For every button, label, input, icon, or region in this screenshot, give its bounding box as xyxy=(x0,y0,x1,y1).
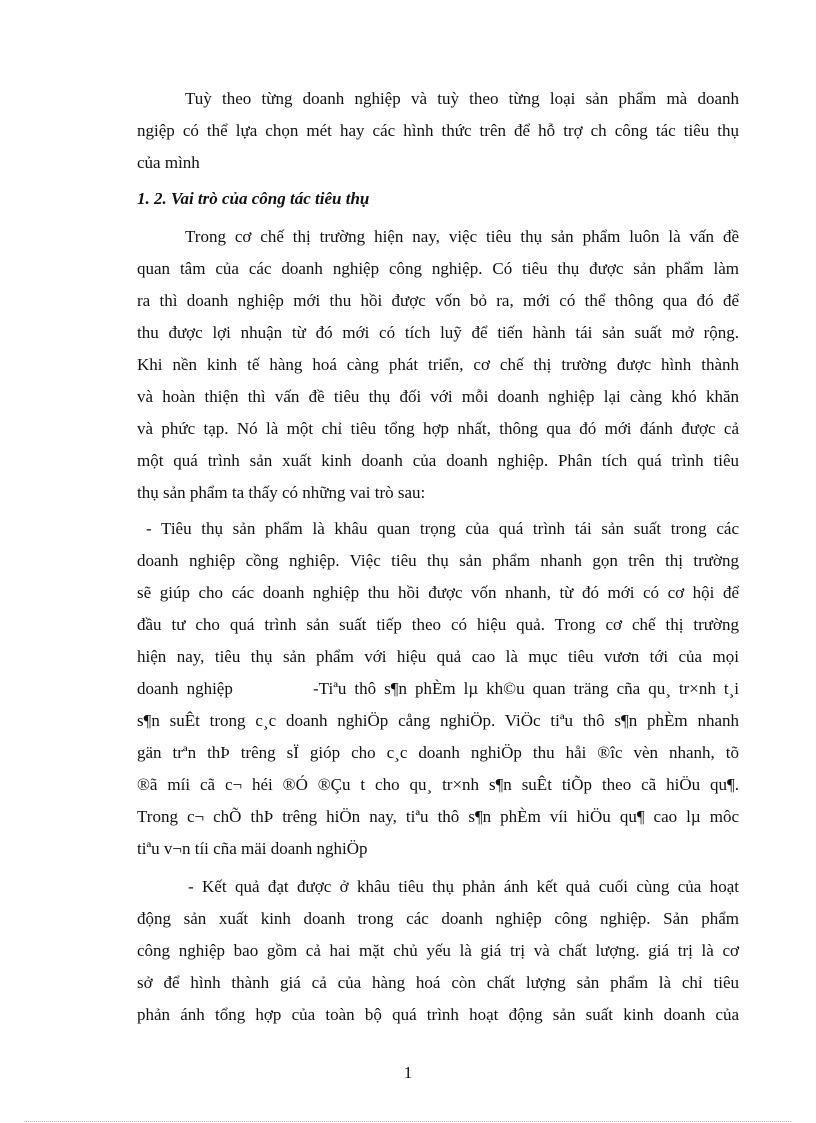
text-line: sở để hình thành giá cả của hàng hoá còn chất lượng sản phẩm là chỉ tiêu xyxy=(137,973,739,992)
text-line: hiện nay, tiêu thụ sản phẩm với hiệu quả cao là mục tiêu vươn tới của mọi xyxy=(137,647,739,666)
text-line: Tuỳ theo từng doanh nghiệp và tuỳ theo từng loại sản phẩm mà doanh xyxy=(185,89,739,108)
text-line: gän trªn thÞ trêng sÏ gióp cho c¸c doanh nghiÖp thu håi ®îc vèn nhanh, tõ xyxy=(137,743,739,762)
text-line: doanh nghiệp cồng nghiệp. Việc tiêu thụ sản phẩm nhanh gọn trên thị trường xyxy=(137,551,739,570)
text-line: ngiệp có thể lựa chọn mét hay các hình thức trên để hỗ trợ ch công tác tiêu thụ xyxy=(137,121,739,140)
text-line: s¶n suÊt trong c¸c doanh nghiÖp cång nghiÖp. ViÖc tiªu thô s¶n phÈm nhanh xyxy=(137,711,739,730)
text-line: quan tâm của các doanh nghiệp công nghiệp. Có tiêu thụ được sản phẩm làm xyxy=(137,259,739,278)
text-line: thụ sản phẩm ta thấy có những vai trò sau: xyxy=(137,483,426,502)
text-line: Trong c¬ chÕ thÞ trêng hiÖn nay, tiªu thô s¶n phÈm víi hiÖu qu¶ cao lµ môc xyxy=(137,807,739,826)
text-line: công nghiệp bao gồm cả hai mặt chủ yếu là giá trị và chất lượng. giá trị là cơ xyxy=(137,941,739,960)
text-line: sẽ giúp cho các doanh nghiệp thu hồi được vốn nhanh, từ đó mới có cơ hội để xyxy=(137,583,739,602)
text-line: Khi nền kinh tế hàng hoá càng phát triển, cơ chế thị trường được hình thành xyxy=(137,355,739,374)
text-line: tiªu v¬n tíi cña mäi doanh nghiÖp xyxy=(137,839,368,858)
text-line: và hoàn thiện thì vấn đề tiêu thụ đối với mỗi doanh nghiệp lại càng khó khăn xyxy=(137,387,739,406)
text-line: - Kết quả đạt được ở khâu tiêu thụ phản ánh kết quả cuối cùng của hoạt xyxy=(188,877,739,896)
page-number: 1 xyxy=(403,1063,413,1082)
text-line: thu được lợi nhuận từ đó mới có tích luỹ để tiến hành tái sản suất mở rộng. xyxy=(137,323,739,342)
section-heading: 1. 2. Vai trò của công tác tiêu thụ xyxy=(137,189,370,208)
text-line: - Tiêu thụ sản phẩm là khâu quan trọng của quá trình tái sản suất trong các xyxy=(146,519,739,538)
text-line: một quá trình sản xuất kinh doanh của doanh nghiệp. Phân tích quá trình tiêu xyxy=(137,451,739,470)
text-line: Trong cơ chế thị trường hiện nay, việc tiêu thụ sản phẩm luôn là vấn đề xyxy=(185,227,739,246)
footer-divider xyxy=(25,1121,791,1122)
text-line: phản ánh tổng hợp của toàn bộ quá trình hoạt động sản suất kinh doanh của xyxy=(137,1005,739,1024)
text-line: doanh nghiệp -Tiªu thô s¶n phÈm lµ kh©u quan träng cña qu¸ tr×nh t¸i xyxy=(137,679,739,698)
text-line: đầu tư cho quá trình sản suất tiếp theo có hiệu quả. Trong cơ chế thị trường xyxy=(137,615,739,634)
text-line: ra thì doanh nghiệp mới thu hồi được vốn bỏ ra, mới có thể thông qua đó để xyxy=(137,291,739,310)
text-line: ®ã míi cã c¬ héi ®Ó ®Çu t cho qu¸ tr×nh s¶n suÊt tiÕp theo cã hiÖu qu¶. xyxy=(137,775,739,794)
text-line: của mình xyxy=(137,153,200,172)
text-line: động sản xuất kinh doanh trong các doanh nghiệp công nghiệp. Sản phẩm xyxy=(137,909,739,928)
text-line: và phức tạp. Nó là một chỉ tiêu tổng hợp nhất, thông qua đó mới đánh được cả xyxy=(137,419,739,438)
